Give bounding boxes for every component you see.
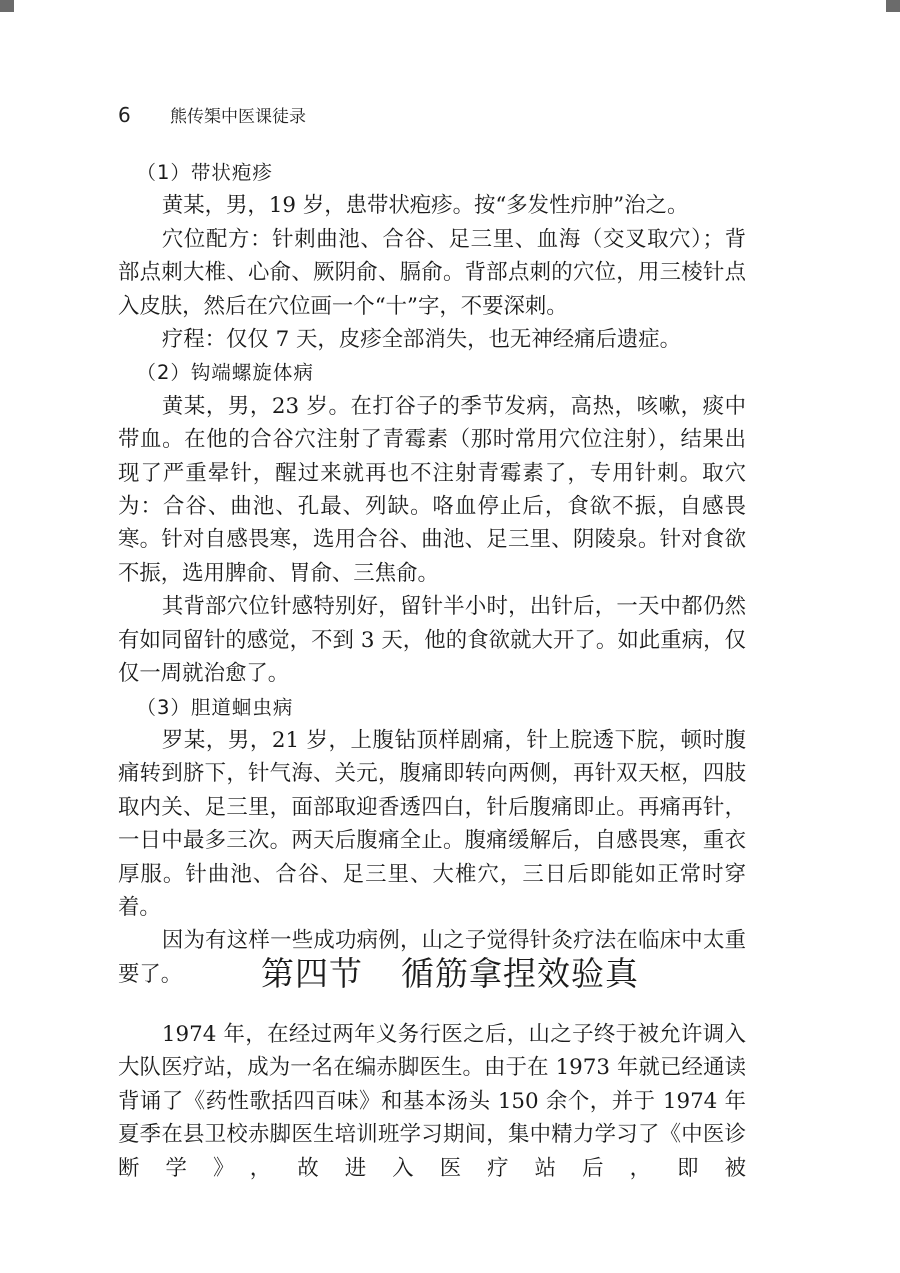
paragraph: 穴位配方：针刺曲池、合谷、足三里、血海（交叉取穴）；背部点刺大椎、心俞、厥阴俞、膈俞。背部点刺的穴位，用三棱针点入皮肤，然后在穴位画一个“十”字，不要深刺。	[118, 226, 746, 319]
case-heading-herpes: （1）带状疱疹	[136, 161, 273, 184]
crop-mark-left	[0, 0, 14, 12]
book-title: 熊传榘中医课徒录	[170, 107, 306, 127]
paragraph: 因为有这样一些成功病例，山之子觉得针灸疗法在临床中太重要了。	[118, 928, 746, 987]
case-heading-biliary-ascariasis: （3）胆道蛔虫病	[136, 695, 294, 719]
paragraph: 疗程：仅仅 7 天，皮疹全部消失，也无神经痛后遗症。	[161, 327, 682, 353]
section-body-2	[118, 1018, 746, 1185]
section-number: 第四节	[261, 954, 363, 993]
crop-mark-right	[886, 0, 900, 12]
section-body	[118, 156, 746, 991]
paragraph: 黄某，男，19 岁，患带状疱疹。按“多发性疖肿”治之。	[161, 193, 689, 219]
case-heading-leptospirosis: （2）钩端螺旋体病	[136, 361, 314, 385]
paragraph: 其背部穴位针感特别好，留针半小时，出针后，一天中都仍然有如同留针的感觉，不到 3 天，他的食欲就大开了。如此重病，仅仅一周就治愈了。	[118, 594, 746, 687]
paragraph: 黄某，男，23 岁。在打谷子的季节发病，高热，咳嗽，痰中带血。在他的合谷穴注射了青霉素（那时常用穴位注射），结果出现了严重晕针，醒过来就再也不注射青霉素了，专用针刺。取穴为：合谷、曲池、孔最、列缺。咯血停止后，食欲不振，自感畏寒。针对自感畏寒，选用合谷、曲池、足三里、阴陵泉。针对食欲不振，选用脾俞、胃俞、三焦俞。	[118, 393, 746, 586]
section-title	[0, 948, 900, 995]
running-head	[118, 102, 306, 127]
paragraph: 1974 年，在经过两年义务行医之后，山之子终于被允许调入大队医疗站，成为一名在编赤脚医生。由于在 1973 年就已经通读背诵了《药性歌括四百味》和基本汤头 150 余个，并于 1974 年夏季在县卫校赤脚医生培训班学习期间，集中精力学习了《中医诊断学》，故进入医疗站后，即被	[118, 1022, 746, 1181]
page-number: 6	[118, 103, 131, 127]
paragraph: 罗某，男，21 岁，上腹钻顶样剧痛，针上脘透下脘，顿时腹痛转到脐下，针气海、关元，腹痛即转向两侧，再针双天枢，四肢取内关、足三里，面部取迎香透四白，针后腹痛即止。再痛再针，一日中最多三次。两天后腹痛全止。腹痛缓解后，自感畏寒，重衣厚服。针曲池、合谷、足三里、大椎穴，三日后即能如正常时穿着。	[118, 727, 746, 920]
section-name: 循筋拿捏效验真	[401, 954, 639, 993]
